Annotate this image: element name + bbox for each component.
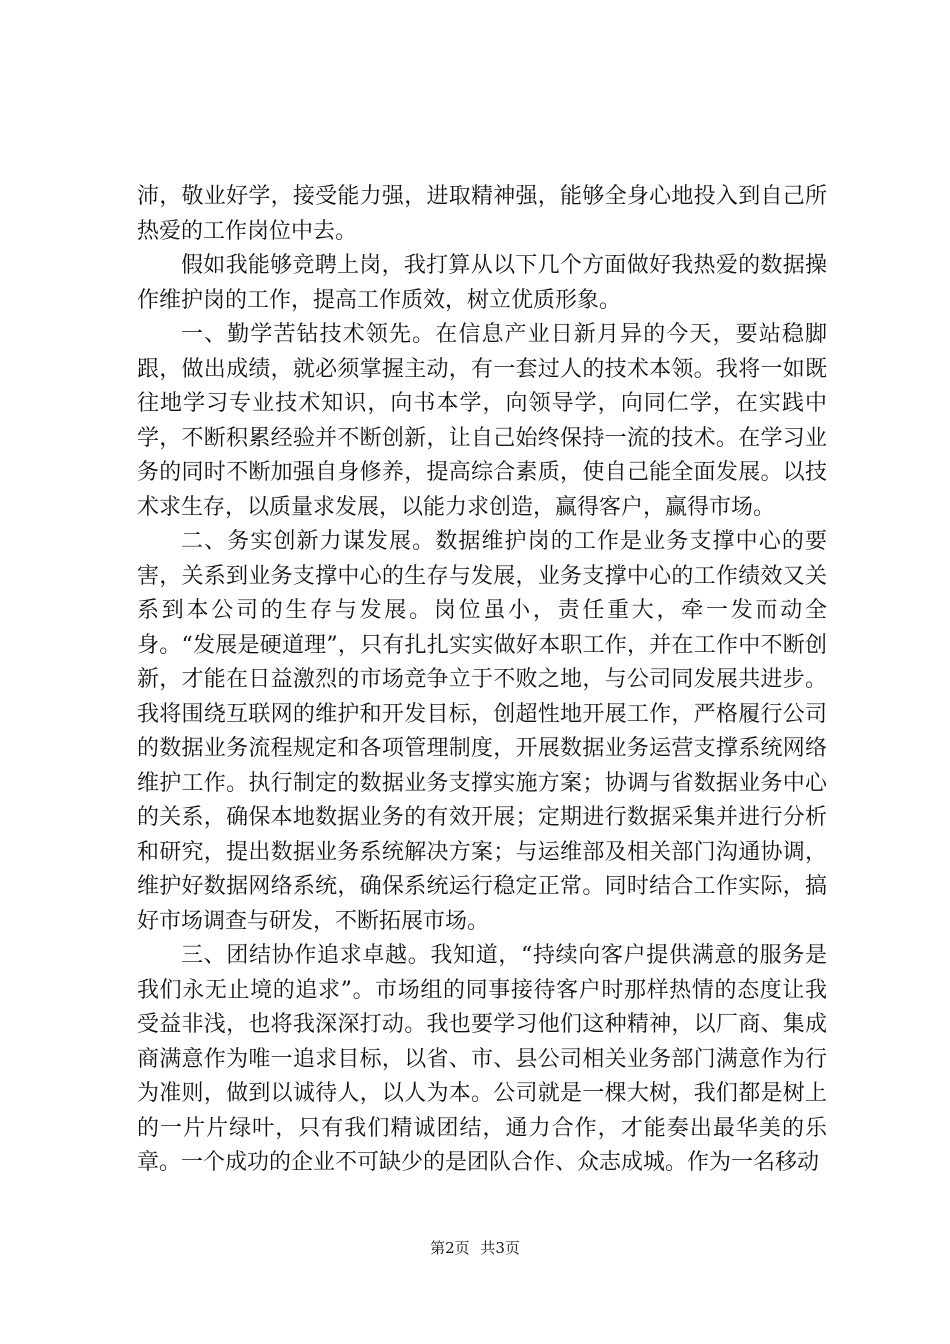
page-total: 共3页 — [480, 1239, 520, 1257]
page-number: 第2页 — [430, 1239, 470, 1257]
paragraph-5: 三、团结协作追求卓越。我知道，“持续向客户提供满意的服务是我们永无止境的追求”。市场组的同事接待客户时那样热情的态度让我受益非浅，也将我深深打动。我也要学习他们这种精神，以厂商、集成商满意作为唯一追求目标，以省、市、县公司相关业务部门满意作为行为准则，做到以诚待人，以人为本。公司就是一棵大树，我们都是树上的一片片绿叶，只有我们精诚团结，通力合作，才能奏出最华美的乐章。一个成功的企业不可缺少的是团队合作、众志成城。作为一名移动 — [137, 943, 827, 1175]
paragraph-3: 一、勤学苦钻技术领先。在信息产业日新月异的今天，要站稳脚跟，做出成绩，就必须掌握主动，有一套过人的技术本领。我将一如既往地学习专业技术知识，向书本学，向领导学，向同仁学，在实践中学，不断积累经验并不断创新，让自己始终保持一流的技术。在学习业务的同时不断加强自身修养，提高综合素质，使自己能全面发展。以技术求生存，以质量求发展，以能力求创造，赢得客户，赢得市场。 — [137, 322, 827, 520]
paragraph-1: 沛，敬业好学，接受能力强，进取精神强，能够全身心地投入到自己所热爱的工作岗位中去。 — [137, 184, 827, 244]
paragraph-4: 二、务实创新力谋发展。数据维护岗的工作是业务支撑中心的要害，关系到业务支撑中心的生存与发展，业务支撑中心的工作绩效又关系到本公司的生存与发展。岗位虽小，责任重大，牵一发而动全身。“发展是硬道理”，只有扎扎实实做好本职工作，并在工作中不断创新，才能在日益激烈的市场竞争立于不败之地，与公司同发展共进步。我将围绕互联网的维护和开发目标，创超性地开展工作，严格履行公司的数据业务流程规定和各项管理制度，开展数据业务运营支撑系统网络维护工作。执行制定的数据业务支撑实施方案；协调与省数据业务中心的关系，确保本地数据业务的有效开展；定期进行数据采集并进行分析和研究，提出数据业务系统解决方案；与运维部及相关部门沟通协调，维护好数据网络系统，确保系统运行稳定正常。同时结合工作实际，搞好市场调查与研发，不断拓展市场。 — [137, 529, 827, 934]
document-body — [137, 180, 827, 1181]
paragraph-2: 假如我能够竞聘上岗，我打算从以下几个方面做好我热爱的数据操作维护岗的工作，提高工作质效，树立优质形象。 — [137, 253, 827, 313]
page-footer — [0, 1238, 950, 1258]
